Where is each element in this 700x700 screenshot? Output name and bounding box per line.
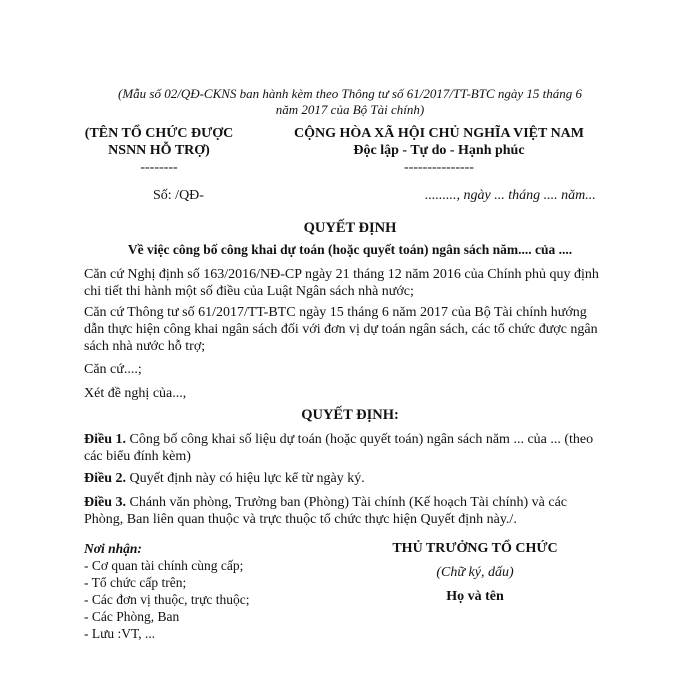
national-header (274, 125, 604, 176)
article-3-label: Điều 3. (84, 495, 126, 510)
recipient-item: - Các Phòng, Ban (84, 609, 180, 624)
preamble-decree: Căn cứ Nghị định số 163/2016/NĐ-CP ngày 21 tháng 12 năm 2016 của Chính phủ quy định chi tiết thi hành một số điều của Luật Ngân sách nhà nước; (84, 267, 599, 299)
article-3-text: Chánh văn phòng, Trưởng ban (Phòng) Tài chính (Kế hoạch Tài chính) và các Phòng, Ban liên quan thuộc và trực thuộc tổ chức thực hiện Quyết định này./. (84, 495, 567, 527)
form-note-line-2: năm 2017 của Bộ Tài chính) (275, 102, 425, 117)
article-2-label: Điều 2. (84, 471, 126, 486)
article-3 (84, 494, 604, 528)
signer-name: Họ và tên (446, 589, 504, 604)
recipient-item: - Các đơn vị thuộc, trực thuộc; (84, 592, 250, 607)
article-1-label: Điều 1. (84, 432, 126, 447)
preamble-proposal: Xét đề nghị của..., (84, 386, 187, 401)
document-subject: Về việc công bố công khai dự toán (hoặc quyết toán) ngân sách năm.... của .... (127, 242, 573, 257)
organization-rule: -------- (140, 160, 178, 175)
recipients-block (84, 540, 250, 642)
preamble-other: Căn cứ....; (84, 362, 142, 377)
document-number: Số: /QĐ- (153, 188, 204, 203)
article-2-text: Quyết định này có hiệu lực kể từ ngày ký. (126, 471, 365, 486)
organization-name-line-1: (TÊN TỔ CHỨC ĐƯỢC (84, 126, 234, 141)
place-date: ........., ngày ... tháng .... năm... (425, 188, 596, 203)
recipient-item: - Tổ chức cấp trên; (84, 575, 187, 590)
nation-motto: Độc lập - Tự do - Hạnh phúc (353, 143, 525, 158)
organization-header (84, 125, 234, 176)
signature-note: (Chữ ký, dấu) (436, 565, 514, 580)
recipient-item: - Cơ quan tài chính cùng cấp; (84, 558, 244, 573)
nation-title: CỘNG HÒA XÃ HỘI CHỦ NGHĨA VIỆT NAM (293, 126, 584, 141)
form-note-line-1: (Mẫu số 02/QĐ-CKNS ban hành kèm theo Thông tư số 61/2017/TT-BTC ngày 15 tháng 6 (117, 86, 583, 101)
article-1 (84, 431, 604, 465)
signature-title: THỦ TRƯỞNG TỔ CHỨC (392, 541, 558, 556)
form-note (84, 86, 616, 118)
article-2 (84, 470, 604, 487)
recipient-item: - Lưu :VT, ... (84, 626, 156, 641)
nation-rule: --------------- (404, 160, 474, 175)
preamble-circular: Căn cứ Thông tư số 61/2017/TT-BTC ngày 15 tháng 6 năm 2017 của Bộ Tài chính hướng dẫn thực hiện công khai ngân sách đối với đơn vị dự toán ngân sách, các tổ chức được ngân sách nhà nước hỗ trợ; (84, 305, 598, 354)
article-1-text: Công bố công khai số liệu dự toán (hoặc quyết toán) ngân sách năm ... của ... (theo các biểu đính kèm) (84, 432, 594, 464)
document-title: QUYẾT ĐỊNH (303, 220, 397, 236)
organization-name-line-2: NSNN HỖ TRỢ) (108, 143, 210, 158)
decision-heading: QUYẾT ĐỊNH: (301, 407, 399, 423)
recipients-title: Nơi nhận: (84, 541, 142, 556)
signature-block (355, 540, 595, 605)
